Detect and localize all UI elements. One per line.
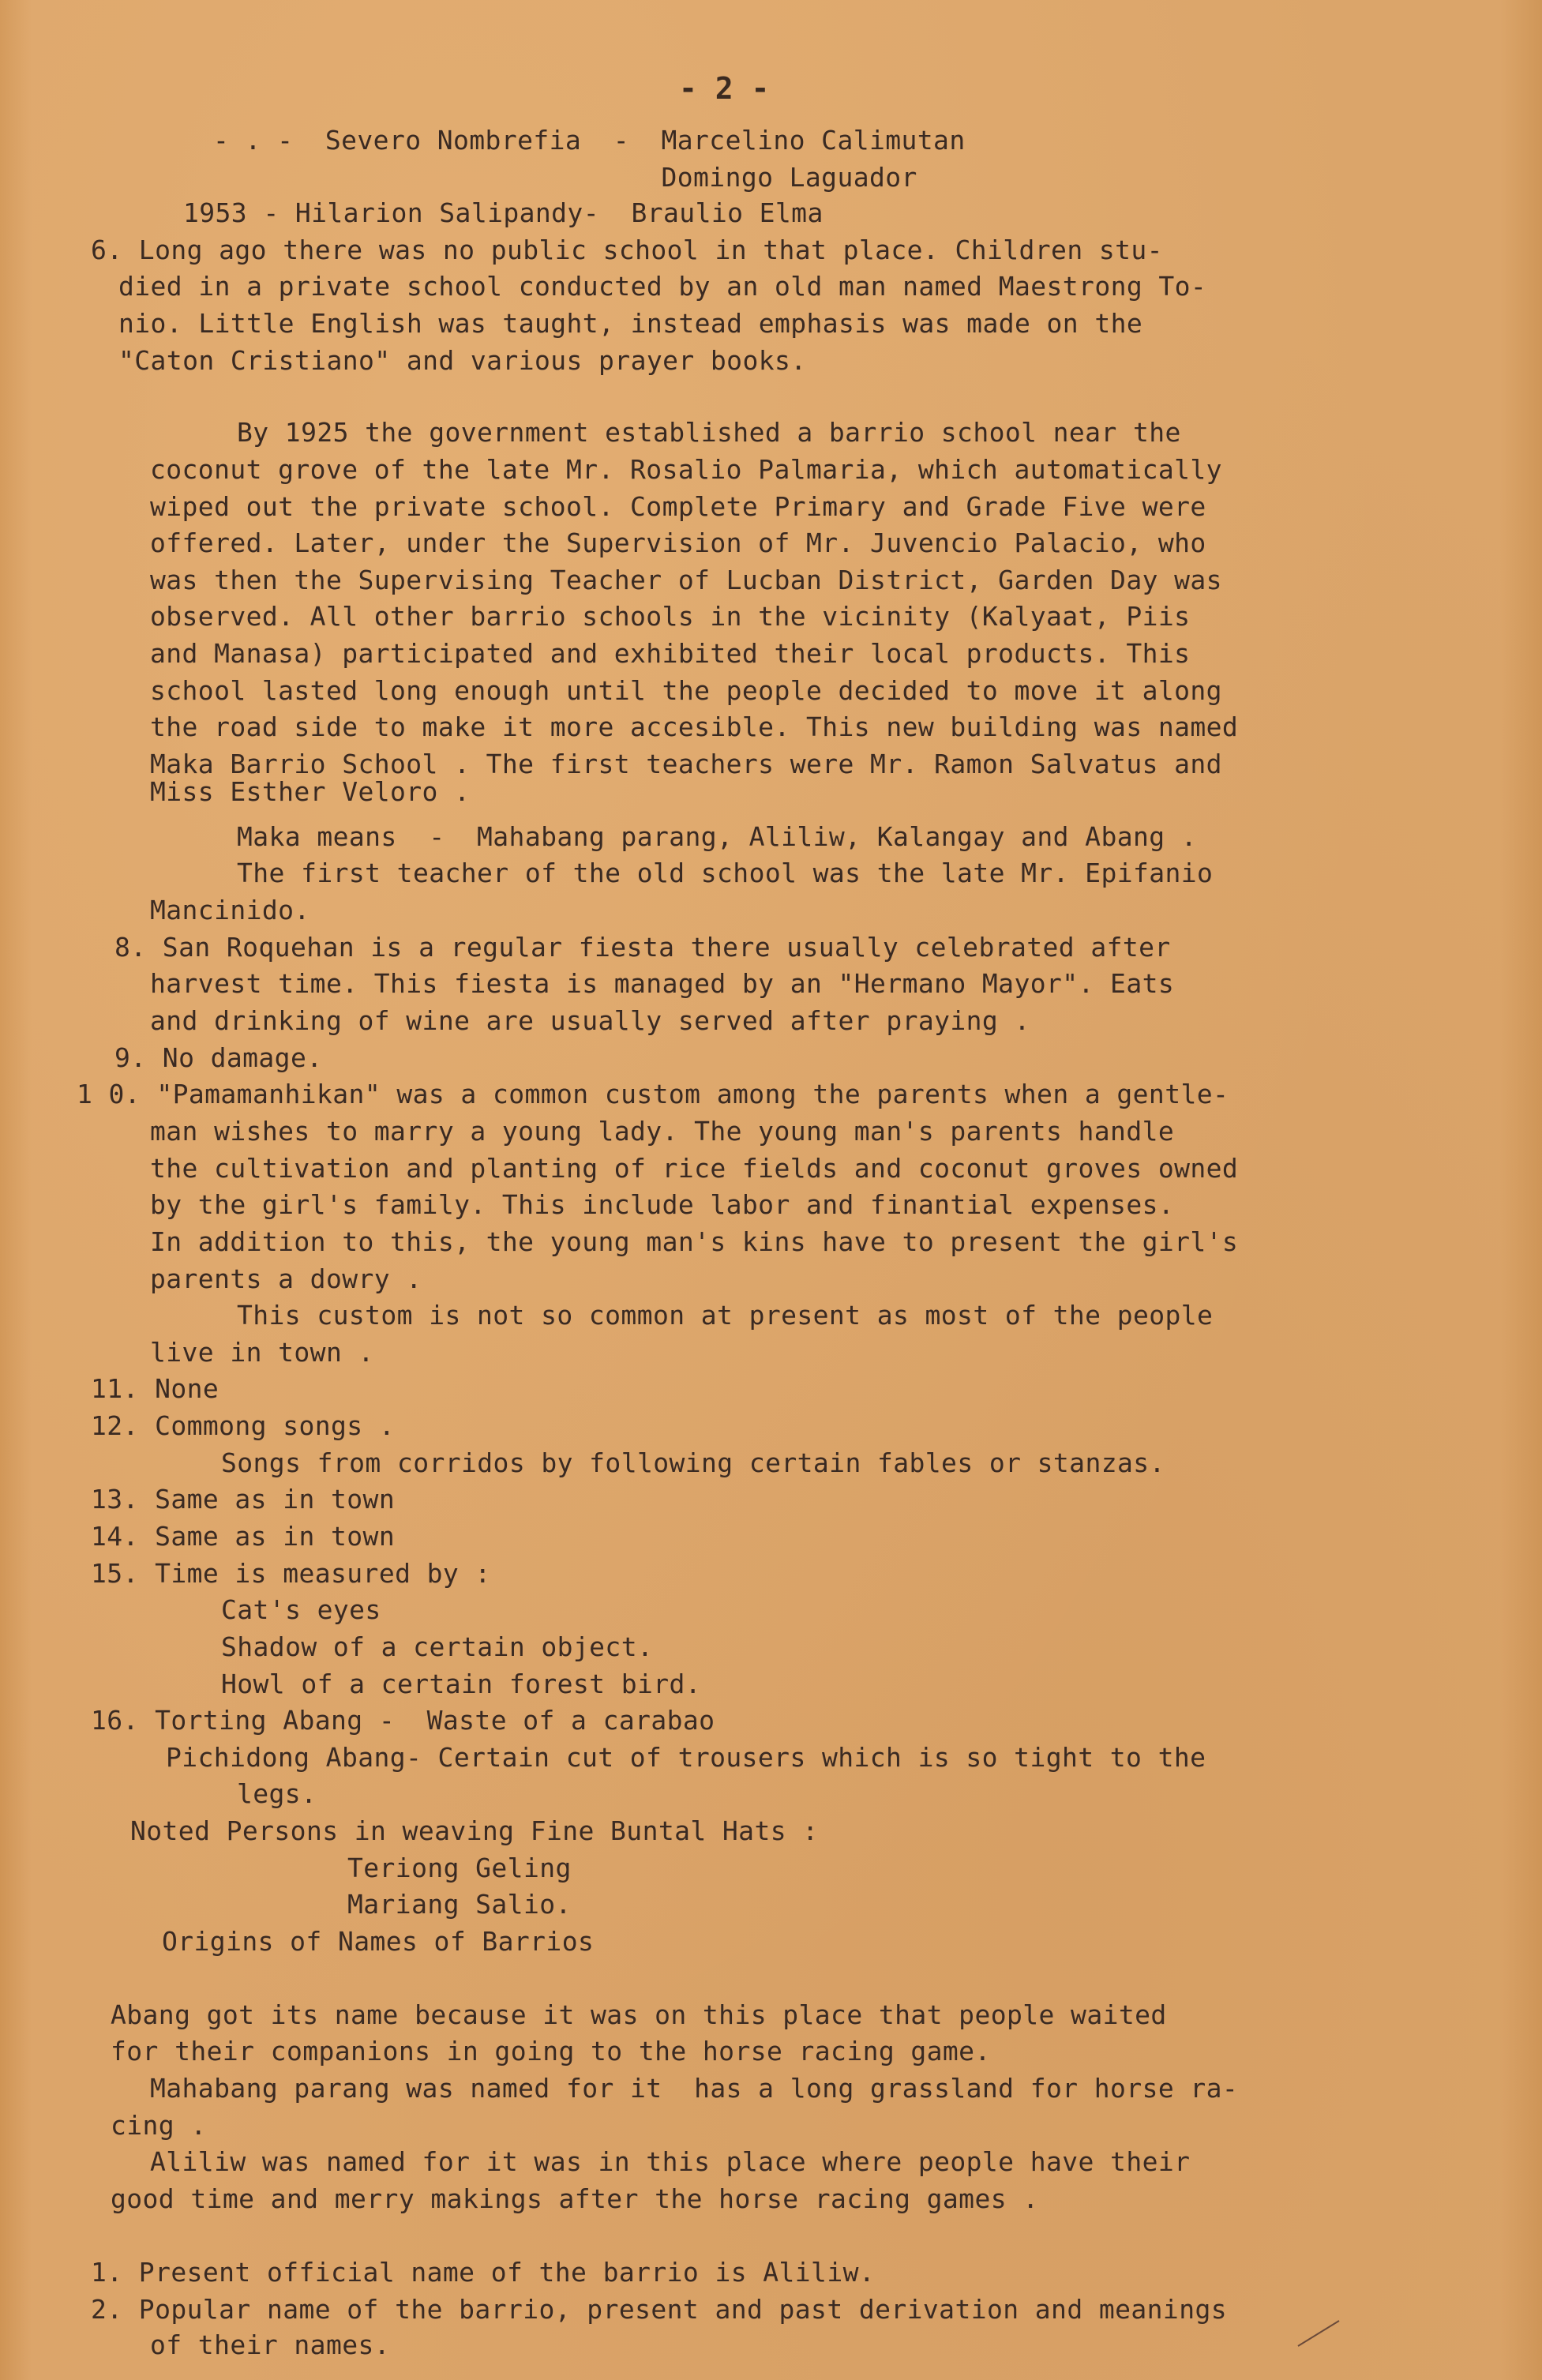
- text-line: Teriong Geling: [347, 1853, 572, 1883]
- text-line: 16. Torting Abang - Waste of a carabao: [91, 1705, 715, 1736]
- text-line: by the girl's family. This include labor and finantial expenses.: [150, 1189, 1175, 1220]
- text-line: 8. San Roquehan is a regular fiesta there usually celebrated after: [114, 932, 1171, 963]
- text-line: 15. Time is measured by :: [91, 1558, 491, 1589]
- text-line: and Manasa) participated and exhibited their local products. This: [150, 638, 1191, 669]
- text-line: for their companions in going to the horse racing game.: [111, 2036, 991, 2067]
- text-line: 1 0. "Pamamanhikan" was a common custom among the parents when a gentle-: [77, 1079, 1229, 1109]
- text-line: observed. All other barrio schools in the vicinity (Kalyaat, Piis: [150, 601, 1191, 632]
- text-line: was then the Supervising Teacher of Lucban District, Garden Day was: [150, 565, 1222, 595]
- text-line: cing .: [111, 2110, 207, 2141]
- text-line: Songs from corridos by following certain fables or stanzas.: [221, 1447, 1165, 1478]
- text-line: Aliliw was named for it was in this place where people have their: [150, 2146, 1191, 2177]
- text-line: 9. No damage.: [114, 1042, 323, 1073]
- text-line: parents a dowry .: [150, 1263, 422, 1294]
- text-line: 1953 - Hilarion Salipandy- Braulio Elma: [183, 197, 824, 228]
- text-line: Cat's eyes: [221, 1594, 381, 1625]
- page-number: - 2 -: [679, 71, 770, 106]
- text-line: man wishes to marry a young lady. The young man's parents handle: [150, 1116, 1175, 1147]
- text-line: Mancinido.: [150, 895, 310, 925]
- text-line: coconut grove of the late Mr. Rosalio Palmaria, which automatically: [150, 454, 1222, 485]
- text-line: - . - Severo Nombrefia - Marcelino Calimutan: [213, 125, 966, 156]
- text-line: wiped out the private school. Complete Primary and Grade Five were: [150, 491, 1206, 522]
- text-line: 1. Present official name of the barrio is Aliliw.: [91, 2257, 876, 2288]
- text-line: harvest time. This fiesta is managed by an "Hermano Mayor". Eats: [150, 968, 1175, 999]
- text-line: Maka Barrio School . The first teachers were Mr. Ramon Salvatus and: [150, 749, 1222, 779]
- text-line: legs.: [237, 1778, 317, 1809]
- text-line: Howl of a certain forest bird.: [221, 1669, 702, 1699]
- text-line: 13. Same as in town: [91, 1484, 396, 1515]
- text-line: Noted Persons in weaving Fine Buntal Hats :: [130, 1815, 819, 1846]
- text-line: and drinking of wine are usually served after praying .: [150, 1005, 1030, 1036]
- text-line: Miss Esther Veloro .: [150, 776, 471, 807]
- text-line: 2. Popular name of the barrio, present and past derivation and meanings: [91, 2294, 1228, 2325]
- text-line: Mariang Salio.: [347, 1889, 572, 1920]
- text-line: live in town .: [150, 1337, 374, 1368]
- text-line: good time and merry makings after the horse racing games .: [111, 2183, 1039, 2214]
- text-line: the cultivation and planting of rice fields and coconut groves owned: [150, 1153, 1239, 1184]
- text-line: nio. Little English was taught, instead emphasis was made on the: [118, 308, 1143, 339]
- text-line: Abang got its name because it was on this place that people waited: [111, 1999, 1167, 2030]
- text-line: 6. Long ago there was no public school in that place. Children stu-: [91, 235, 1163, 265]
- text-line: By 1925 the government established a barrio school near the: [237, 417, 1181, 448]
- text-line: This custom is not so common at present as most of the people: [237, 1300, 1214, 1331]
- text-line: 11. None: [91, 1373, 219, 1404]
- pen-check-mark: [1295, 2318, 1342, 2349]
- text-line: "Caton Cristiano" and various prayer books.: [118, 345, 807, 376]
- text-line: Domingo Laguador: [213, 162, 917, 193]
- text-line: school lasted long enough until the people decided to move it along: [150, 675, 1222, 706]
- text-line: Maka means - Mahabang parang, Aliliw, Kalangay and Abang .: [237, 821, 1198, 852]
- text-line: the road side to make it more accesible. This new building was named: [150, 711, 1239, 742]
- text-line: The first teacher of the old school was the late Mr. Epifanio: [237, 858, 1214, 888]
- text-line: died in a private school conducted by an old man named Maestrong To-: [118, 271, 1207, 302]
- text-line: Mahabang parang was named for it has a long grassland for horse ra-: [150, 2073, 1239, 2104]
- text-line: 14. Same as in town: [91, 1521, 396, 1552]
- text-line: Shadow of a certain object.: [221, 1631, 654, 1662]
- text-line: of their names.: [150, 2329, 391, 2360]
- text-line: Pichidong Abang- Certain cut of trousers which is so tight to the: [166, 1742, 1206, 1773]
- text-line: 12. Commong songs .: [91, 1410, 396, 1441]
- text-line: offered. Later, under the Supervision of Mr. Juvencio Palacio, who: [150, 527, 1206, 558]
- text-line: In addition to this, the young man's kins have to present the girl's: [150, 1226, 1239, 1257]
- text-line: Origins of Names of Barrios: [162, 1926, 595, 1957]
